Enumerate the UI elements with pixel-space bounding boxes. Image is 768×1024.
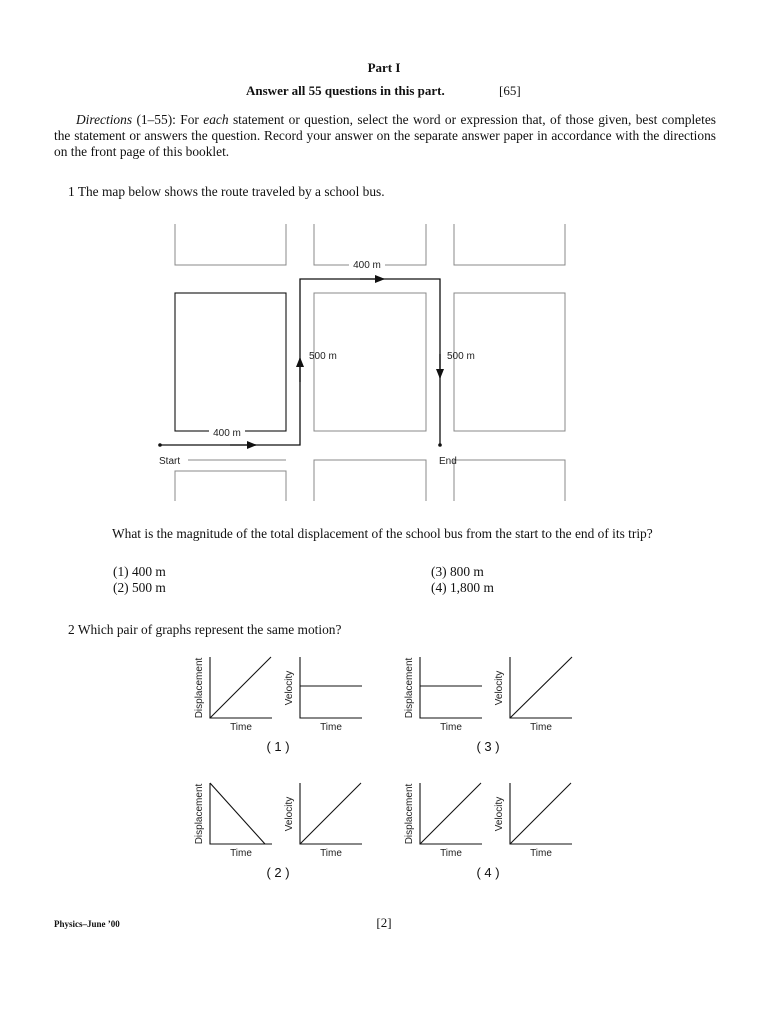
graph-2-displacement-line [210,783,265,844]
graph-3-left-x-label: Time [440,722,462,733]
answer-option-2: (2) 500 m [113,580,166,595]
block-bottom-left [175,471,286,501]
part-instruction: Answer all 55 questions in this part. [246,83,445,98]
graph-1-left-x-label: Time [230,722,252,733]
block-top-left [175,224,286,265]
graph-1-left-y-label: Displacement [194,657,205,719]
start-point [158,443,162,447]
question-text: The map below shows the route traveled by a school bus. [77,184,385,199]
graph-3-axes-left [420,657,482,718]
label-400m-top: 400 m [353,260,381,271]
footer-exam-name: Physics–June ’00 [54,919,120,929]
question-number: 1 [68,184,75,199]
graph-2-left-y-label: Displacement [194,783,205,845]
point-value: [65] [499,83,521,98]
block-middle-left [175,293,286,431]
label-400m-bottom: 400 m [213,428,241,439]
block-middle-right [454,293,565,431]
answer-option-3: (3) 800 m [431,564,484,579]
graph-2-right-x-label: Time [320,848,342,859]
label-500m-right: 500 m [447,351,475,362]
question-2-stem [68,622,341,638]
directions-range: (1–55): For [136,112,204,127]
bus-route-map [150,220,580,510]
choice-4-label: ( 4 ) [476,865,500,880]
graph-2-velocity-line [300,783,361,844]
graph-3-right-x-label: Time [530,722,552,733]
graph-1-right-x-label: Time [320,722,342,733]
end-label: End [439,456,457,467]
graph-4-left-x-label: Time [440,848,462,859]
graph-1-displacement-line [210,657,271,718]
graph-3-velocity-line [510,657,572,718]
graph-2-axes-left [210,783,272,844]
choice-3-label: ( 3 ) [476,739,500,754]
label-500m-left: 500 m [309,351,337,362]
directions-each: each [203,112,229,127]
question-number: 2 [68,622,75,637]
graph-4-left-y-label: Displacement [404,783,415,845]
answer-option-1: (1) 400 m [113,564,166,579]
graph-2-right-y-label: Velocity [284,796,295,832]
block-bottom-middle [314,460,426,501]
block-top-right [454,224,565,265]
graph-1-axes-right [300,657,362,718]
graph-2-left-x-label: Time [230,848,252,859]
motion-graphs [190,650,590,890]
graph-3-left-y-label: Displacement [404,657,415,719]
question-1-stem [68,184,385,200]
choice-1-label: ( 1 ) [266,739,290,754]
start-label: Start [159,456,181,467]
graph-1-right-y-label: Velocity [284,670,295,706]
part-title: Part I [367,60,401,75]
graph-4-right-x-label: Time [530,848,552,859]
question-text: Which pair of graphs represent the same motion? [77,622,342,637]
directions-label: Directions [76,112,133,127]
block-bottom-right [454,460,565,501]
question-1-prompt: What is the magnitude of the total displacement of the school bus from the start to the end of its trip? [112,526,653,541]
graph-4-velocity-line [510,783,571,844]
graph-3-right-y-label: Velocity [494,670,505,706]
directions-text: statement or question, select the word or expression that, of those given, best completes the statement or answers the question. Record your answer on the separate answer paper in accordance with the directions on the front page of this booklet. [54,112,716,159]
answer-option-4: (4) 1,800 m [431,580,494,595]
footer-page-number: [2] [376,915,392,930]
block-middle-center [314,293,426,431]
directions-paragraph [54,112,716,160]
graph-4-right-y-label: Velocity [494,796,505,832]
end-point [438,443,442,447]
graph-4-displacement-line [420,783,481,844]
choice-2-label: ( 2 ) [266,865,290,880]
